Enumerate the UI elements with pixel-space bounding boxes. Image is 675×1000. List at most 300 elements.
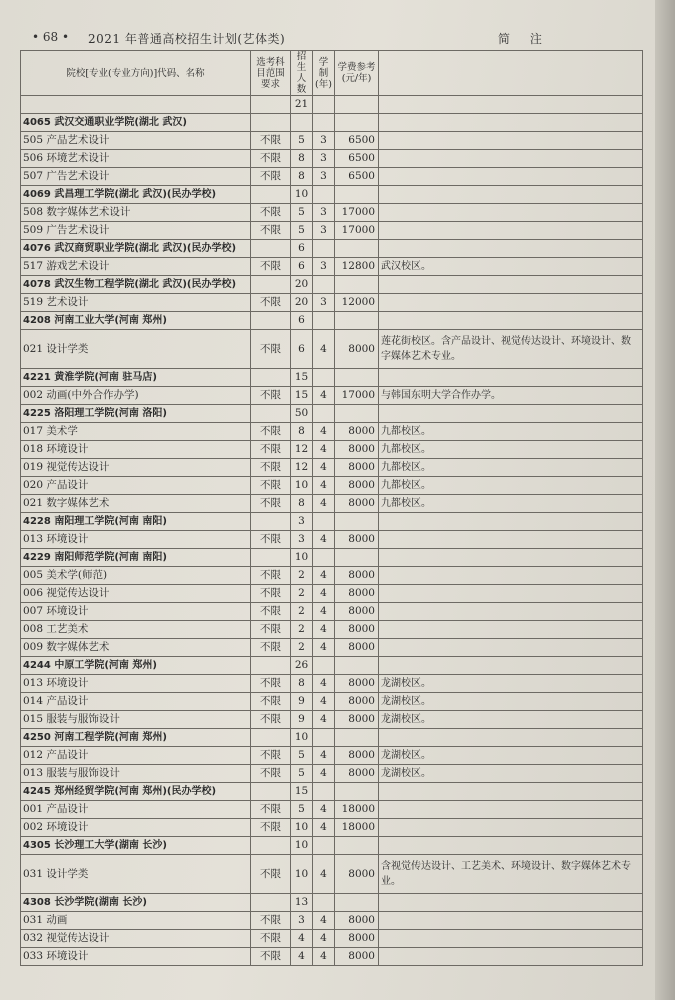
major-row [21,693,643,711]
cell-name: 517 游戏艺术设计 [21,258,251,276]
cell-fee: 8000 [335,948,379,966]
cell-years: 4 [313,819,335,837]
cell-note [379,603,643,621]
cell-years [313,783,335,801]
major-row [21,912,643,930]
school-row [21,369,643,387]
cell-years: 4 [313,459,335,477]
cell-name: 4208 河南工业大学(河南 郑州) [21,312,251,330]
cell-name: 505 产品艺术设计 [21,132,251,150]
cell-subjects: 不限 [251,675,291,693]
cell-count: 15 [291,369,313,387]
cell-count: 15 [291,387,313,405]
cell-fee: 8000 [335,585,379,603]
cell-count: 10 [291,819,313,837]
cell-count: 9 [291,711,313,729]
major-row [21,132,643,150]
cell-note [379,639,643,657]
cell-fee: 8000 [335,855,379,894]
cell-fee [335,240,379,258]
cell-fee [335,549,379,567]
school-row [21,114,643,132]
cell-note [379,114,643,132]
cell-subjects [251,837,291,855]
cell-years: 4 [313,855,335,894]
cell-years [313,240,335,258]
cell-note: 九都校区。 [379,477,643,495]
major-row [21,150,643,168]
major-row [21,765,643,783]
cell-count: 5 [291,801,313,819]
cell-subjects: 不限 [251,330,291,369]
cell-count: 5 [291,204,313,222]
major-row [21,801,643,819]
cell-count: 5 [291,765,313,783]
major-row [21,222,643,240]
cell-name: 002 动画(中外合作办学) [21,387,251,405]
cell-years [313,186,335,204]
school-row [21,312,643,330]
major-row [21,747,643,765]
major-row [21,477,643,495]
major-row [21,675,643,693]
cell-fee: 8000 [335,711,379,729]
cell-years: 4 [313,948,335,966]
cell-subjects [251,729,291,747]
cell-note [379,894,643,912]
cell-subjects: 不限 [251,747,291,765]
cell-count: 12 [291,441,313,459]
cell-years: 3 [313,204,335,222]
cell-name: 4250 河南工程学院(河南 郑州) [21,729,251,747]
cell-years: 4 [313,603,335,621]
major-row [21,855,643,894]
cell-count: 6 [291,330,313,369]
cell-name: 013 环境设计 [21,675,251,693]
cell-fee: 8000 [335,639,379,657]
cell-note [379,930,643,948]
cell-name: 509 广告艺术设计 [21,222,251,240]
cell-note [379,729,643,747]
cell-years: 4 [313,387,335,405]
major-row [21,441,643,459]
cell-name: 033 环境设计 [21,948,251,966]
cell-note [379,240,643,258]
cell-note: 九都校区。 [379,459,643,477]
cell-years: 4 [313,585,335,603]
cell-years [313,96,335,114]
major-row [21,258,643,276]
cell-subjects [251,276,291,294]
cell-subjects [251,657,291,675]
col-header-name: 院校[专业(专业方向)]代码、名称 [21,51,251,96]
cell-fee [335,405,379,423]
col-header-count: 招生人数 [291,51,313,96]
cell-subjects: 不限 [251,603,291,621]
cell-name: 013 环境设计 [21,531,251,549]
cell-count: 10 [291,186,313,204]
cell-subjects: 不限 [251,930,291,948]
cell-count: 6 [291,312,313,330]
cell-fee: 12000 [335,294,379,312]
cell-years: 3 [313,294,335,312]
cell-years [313,369,335,387]
cell-fee [335,783,379,801]
cell-name: 015 服装与服饰设计 [21,711,251,729]
school-row [21,186,643,204]
school-row [21,276,643,294]
cell-name: 032 视觉传达设计 [21,930,251,948]
cell-subjects: 不限 [251,948,291,966]
major-row [21,168,643,186]
cell-name: 031 动画 [21,912,251,930]
cell-count: 3 [291,513,313,531]
cell-fee: 6500 [335,150,379,168]
cell-name: 4228 南阳理工学院(河南 南阳) [21,513,251,531]
cell-subjects [251,894,291,912]
cell-fee [335,657,379,675]
major-row [21,621,643,639]
cell-note: 武汉校区。 [379,258,643,276]
cell-note: 龙湖校区。 [379,747,643,765]
col-header-notes [379,51,643,96]
cell-count: 5 [291,132,313,150]
cell-name: 4308 长沙学院(湖南 长沙) [21,894,251,912]
cell-count: 15 [291,783,313,801]
cell-subjects: 不限 [251,855,291,894]
cell-subjects: 不限 [251,585,291,603]
cell-years: 4 [313,531,335,549]
cell-count: 9 [291,693,313,711]
cell-subjects: 不限 [251,423,291,441]
cell-note: 含视觉传达设计、工艺美术、环境设计、数字媒体艺术专业。 [379,855,643,894]
cell-name: 019 视觉传达设计 [21,459,251,477]
cell-years [313,276,335,294]
cell-count: 10 [291,837,313,855]
cell-fee: 8000 [335,567,379,585]
cell-name: 012 产品设计 [21,747,251,765]
cell-note [379,837,643,855]
cell-subjects: 不限 [251,639,291,657]
major-row [21,96,643,114]
cell-name: 017 美术学 [21,423,251,441]
cell-subjects [251,96,291,114]
cell-years: 4 [313,477,335,495]
cell-count: 21 [291,96,313,114]
cell-note [379,948,643,966]
cell-fee [335,312,379,330]
cell-count: 6 [291,240,313,258]
cell-name: 507 广告艺术设计 [21,168,251,186]
cell-name: 007 环境设计 [21,603,251,621]
cell-fee: 8000 [335,912,379,930]
cell-fee: 17000 [335,222,379,240]
cell-note: 九都校区。 [379,423,643,441]
cell-years: 4 [313,423,335,441]
cell-count: 4 [291,948,313,966]
cell-subjects: 不限 [251,531,291,549]
school-row [21,405,643,423]
cell-subjects: 不限 [251,258,291,276]
cell-subjects: 不限 [251,387,291,405]
cell-subjects [251,114,291,132]
cell-name: 4069 武昌理工学院(湖北 武汉)(民办学校) [21,186,251,204]
cell-years [313,405,335,423]
cell-note [379,294,643,312]
cell-fee [335,894,379,912]
major-row [21,330,643,369]
cell-fee: 8000 [335,495,379,513]
cell-note: 龙湖校区。 [379,693,643,711]
cell-name: 013 服装与服饰设计 [21,765,251,783]
cell-years: 4 [313,930,335,948]
cell-name: 506 环境艺术设计 [21,150,251,168]
cell-count: 2 [291,603,313,621]
cell-name [21,96,251,114]
cell-fee: 17000 [335,204,379,222]
cell-name: 005 美术学(师范) [21,567,251,585]
cell-fee [335,276,379,294]
cell-count: 50 [291,405,313,423]
cell-note: 龙湖校区。 [379,711,643,729]
cell-subjects: 不限 [251,459,291,477]
cell-count: 10 [291,549,313,567]
cell-count: 26 [291,657,313,675]
major-row [21,567,643,585]
major-row [21,204,643,222]
school-row [21,837,643,855]
cell-count: 6 [291,258,313,276]
cell-count: 8 [291,168,313,186]
cell-years [313,312,335,330]
cell-count: 5 [291,222,313,240]
major-row [21,294,643,312]
cell-subjects: 不限 [251,567,291,585]
cell-subjects: 不限 [251,150,291,168]
cell-fee: 17000 [335,387,379,405]
cell-count: 10 [291,855,313,894]
cell-note [379,513,643,531]
cell-fee [335,114,379,132]
cell-name: 002 环境设计 [21,819,251,837]
cell-name: 519 艺术设计 [21,294,251,312]
cell-years: 4 [313,495,335,513]
cell-subjects: 不限 [251,621,291,639]
cell-note: 龙湖校区。 [379,765,643,783]
cell-subjects: 不限 [251,801,291,819]
major-row [21,948,643,966]
cell-note [379,150,643,168]
notes-heading: 简 注 [498,32,550,46]
cell-years: 4 [313,330,335,369]
col-header-fee: 学费参考(元/年) [335,51,379,96]
cell-subjects [251,186,291,204]
cell-count: 12 [291,459,313,477]
cell-fee: 6500 [335,168,379,186]
cell-note [379,186,643,204]
cell-years: 4 [313,621,335,639]
cell-count: 5 [291,747,313,765]
cell-subjects [251,369,291,387]
cell-count: 8 [291,423,313,441]
cell-count: 8 [291,495,313,513]
cell-count: 2 [291,585,313,603]
page-title: 2021 年普通高校招生计划(艺体类) [88,32,286,46]
cell-subjects: 不限 [251,204,291,222]
cell-note: 莲花街校区。含产品设计、视觉传达设计、环境设计、数字媒体艺术专业。 [379,330,643,369]
cell-count: 10 [291,729,313,747]
school-row [21,657,643,675]
cell-fee: 8000 [335,423,379,441]
cell-subjects [251,405,291,423]
cell-count: 3 [291,912,313,930]
cell-note [379,657,643,675]
cell-note [379,168,643,186]
cell-fee: 8000 [335,603,379,621]
cell-note [379,621,643,639]
cell-note: 与韩国东明大学合作办学。 [379,387,643,405]
cell-count: 20 [291,294,313,312]
major-row [21,459,643,477]
cell-fee: 8000 [335,675,379,693]
cell-name: 001 产品设计 [21,801,251,819]
cell-subjects [251,312,291,330]
cell-subjects [251,513,291,531]
cell-years: 4 [313,693,335,711]
cell-note [379,222,643,240]
cell-fee: 8000 [335,477,379,495]
cell-name: 4078 武汉生物工程学院(湖北 武汉)(民办学校) [21,276,251,294]
cell-count: 10 [291,477,313,495]
cell-subjects: 不限 [251,693,291,711]
cell-fee [335,369,379,387]
school-row [21,240,643,258]
cell-note [379,585,643,603]
cell-subjects [251,240,291,258]
cell-fee: 8000 [335,930,379,948]
cell-fee: 8000 [335,441,379,459]
cell-fee: 12800 [335,258,379,276]
cell-subjects: 不限 [251,222,291,240]
major-row [21,495,643,513]
cell-subjects: 不限 [251,294,291,312]
cell-count: 2 [291,567,313,585]
major-row [21,639,643,657]
cell-years: 4 [313,801,335,819]
cell-subjects [251,549,291,567]
cell-years [313,894,335,912]
cell-note [379,96,643,114]
col-header-subjects: 选考科目范围要求 [251,51,291,96]
cell-name: 021 设计学类 [21,330,251,369]
cell-note [379,783,643,801]
cell-years: 4 [313,765,335,783]
cell-name: 008 工艺美术 [21,621,251,639]
cell-subjects: 不限 [251,441,291,459]
school-row [21,783,643,801]
cell-name: 021 数字媒体艺术 [21,495,251,513]
cell-count: 4 [291,930,313,948]
major-row [21,531,643,549]
cell-years: 3 [313,150,335,168]
major-row [21,603,643,621]
cell-fee [335,186,379,204]
major-row [21,711,643,729]
cell-years: 3 [313,258,335,276]
cell-years: 4 [313,675,335,693]
cell-name: 4221 黄淮学院(河南 驻马店) [21,369,251,387]
cell-name: 4076 武汉商贸职业学院(湖北 武汉)(民办学校) [21,240,251,258]
cell-subjects: 不限 [251,132,291,150]
cell-count: 8 [291,150,313,168]
cell-subjects: 不限 [251,168,291,186]
cell-note [379,312,643,330]
cell-name: 4225 洛阳理工学院(河南 洛阳) [21,405,251,423]
cell-subjects: 不限 [251,477,291,495]
cell-count [291,114,313,132]
cell-name: 4065 武汉交通职业学院(湖北 武汉) [21,114,251,132]
cell-note [379,801,643,819]
major-row [21,585,643,603]
cell-subjects: 不限 [251,765,291,783]
cell-years: 4 [313,912,335,930]
cell-fee: 8000 [335,693,379,711]
page-number: • 68 • [32,30,70,44]
cell-years [313,729,335,747]
cell-count: 8 [291,675,313,693]
table-body [21,96,643,966]
cell-fee [335,96,379,114]
cell-years [313,513,335,531]
cell-name: 4305 长沙理工大学(湖南 长沙) [21,837,251,855]
cell-name: 020 产品设计 [21,477,251,495]
cell-years: 3 [313,132,335,150]
cell-name: 014 产品设计 [21,693,251,711]
school-row [21,729,643,747]
cell-name: 006 视觉传达设计 [21,585,251,603]
cell-fee: 18000 [335,819,379,837]
cell-years [313,549,335,567]
cell-subjects: 不限 [251,711,291,729]
major-row [21,423,643,441]
cell-name: 4245 郑州经贸学院(河南 郑州)(民办学校) [21,783,251,801]
cell-note [379,819,643,837]
cell-count: 3 [291,531,313,549]
page-header [10,30,640,46]
col-header-years: 学制(年) [313,51,335,96]
cell-years: 4 [313,747,335,765]
cell-fee [335,729,379,747]
cell-name: 4229 南阳师范学院(河南 南阳) [21,549,251,567]
cell-note: 龙湖校区。 [379,675,643,693]
cell-count: 2 [291,639,313,657]
cell-note [379,204,643,222]
table-header-row [21,51,643,96]
major-row [21,387,643,405]
cell-subjects: 不限 [251,819,291,837]
cell-fee: 8000 [335,747,379,765]
cell-note [379,567,643,585]
cell-years [313,657,335,675]
cell-years: 3 [313,168,335,186]
cell-fee [335,837,379,855]
cell-fee: 6500 [335,132,379,150]
cell-years: 4 [313,567,335,585]
cell-years: 4 [313,441,335,459]
cell-note [379,132,643,150]
school-row [21,894,643,912]
cell-note: 九都校区。 [379,441,643,459]
